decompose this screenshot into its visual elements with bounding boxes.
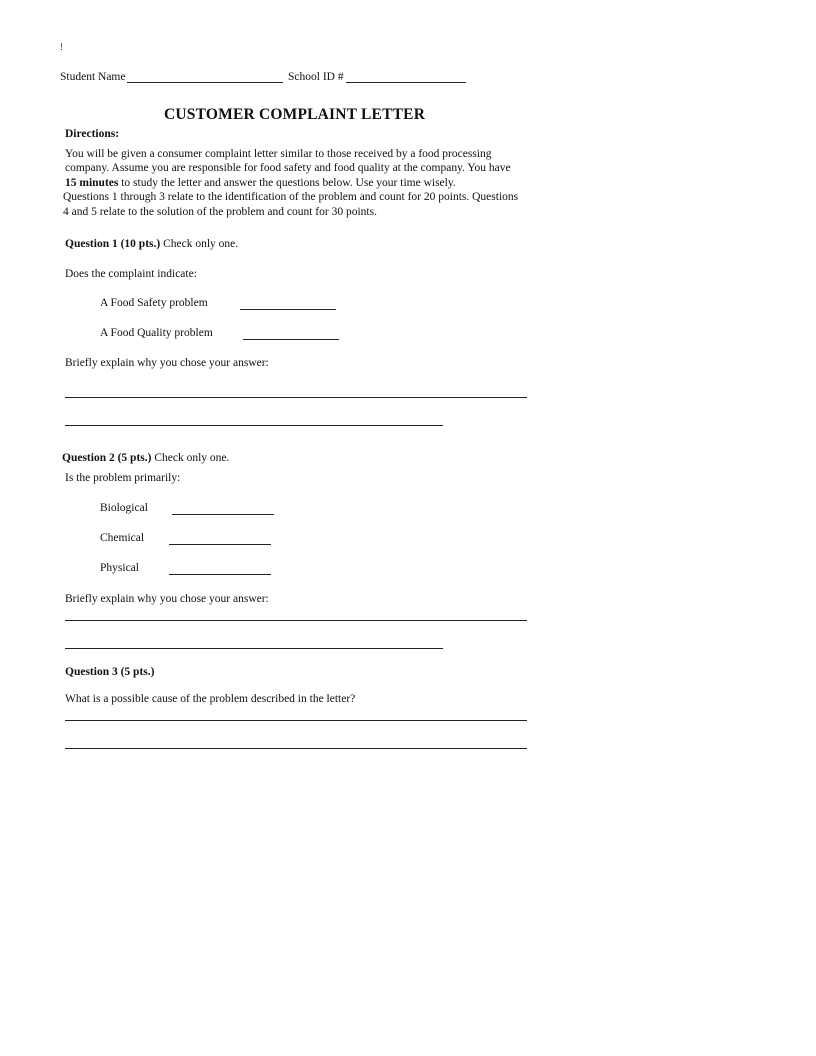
student-name-field[interactable]: [127, 82, 283, 83]
q1-heading: Question 1 (10 pts.): [65, 238, 161, 250]
q3-heading: Question 3 (5 pts.): [65, 666, 155, 678]
q1-explain-line-2[interactable]: [65, 425, 443, 426]
q1-option-food-safety: A Food Safety problem: [100, 297, 208, 309]
school-id-label: School ID #: [288, 71, 344, 83]
q2-prompt: Is the problem primarily:: [65, 472, 181, 484]
directions-line-3-rest: to study the letter and answer the questions below. Use your time wisely.: [118, 176, 456, 189]
directions-line-3: [65, 176, 545, 190]
directions-text: [65, 147, 545, 219]
time-limit: 15 minutes: [65, 176, 119, 189]
q2-physical-answer-line[interactable]: [169, 574, 271, 575]
q2-option-chemical: Chemical: [100, 532, 145, 544]
q2-explain-line-2[interactable]: [65, 648, 443, 649]
q2-heading-line: [62, 451, 229, 465]
q2-chemical-answer-line[interactable]: [169, 544, 271, 545]
q1-food-safety-answer-line[interactable]: [240, 309, 336, 310]
directions-line-4: Questions 1 through 3 relate to the identification of the problem and count for 20 points. Questions: [63, 191, 519, 204]
page-mark: !: [60, 42, 63, 52]
q3-answer-line-1[interactable]: [65, 720, 527, 721]
q2-biological-answer-line[interactable]: [172, 514, 274, 515]
directions-line-2: company. Assume you are responsible for food safety and food quality at the company. You have: [65, 162, 511, 175]
q1-heading-line: [65, 237, 238, 251]
q1-option-food-quality: A Food Quality problem: [100, 327, 213, 339]
q1-explain-line-1[interactable]: [65, 397, 527, 398]
student-name-label: Student Name: [60, 71, 126, 83]
q1-explain-prompt: Briefly explain why you chose your answer:: [65, 357, 269, 369]
directions-heading: Directions:: [65, 128, 120, 140]
page-title: CUSTOMER COMPLAINT LETTER: [164, 106, 426, 123]
q2-note: Check only one.: [151, 452, 230, 464]
q2-heading: Question 2 (5 pts.): [62, 452, 152, 464]
q3-prompt: What is a possible cause of the problem described in the letter?: [65, 693, 356, 705]
directions-line-5: 4 and 5 relate to the solution of the problem and count for 30 points.: [63, 205, 377, 218]
q1-food-quality-answer-line[interactable]: [243, 339, 339, 340]
q2-option-physical: Physical: [100, 562, 139, 574]
school-id-field[interactable]: [346, 82, 466, 83]
q3-answer-line-2[interactable]: [65, 748, 527, 749]
q1-note: Check only one.: [160, 238, 239, 250]
q1-prompt: Does the complaint indicate:: [65, 268, 197, 280]
q2-option-biological: Biological: [100, 502, 148, 514]
directions-line-1: You will be given a consumer complaint letter similar to those received by a food processing: [65, 148, 492, 160]
q2-explain-line-1[interactable]: [65, 620, 527, 621]
q2-explain-prompt: Briefly explain why you chose your answer:: [65, 593, 269, 605]
